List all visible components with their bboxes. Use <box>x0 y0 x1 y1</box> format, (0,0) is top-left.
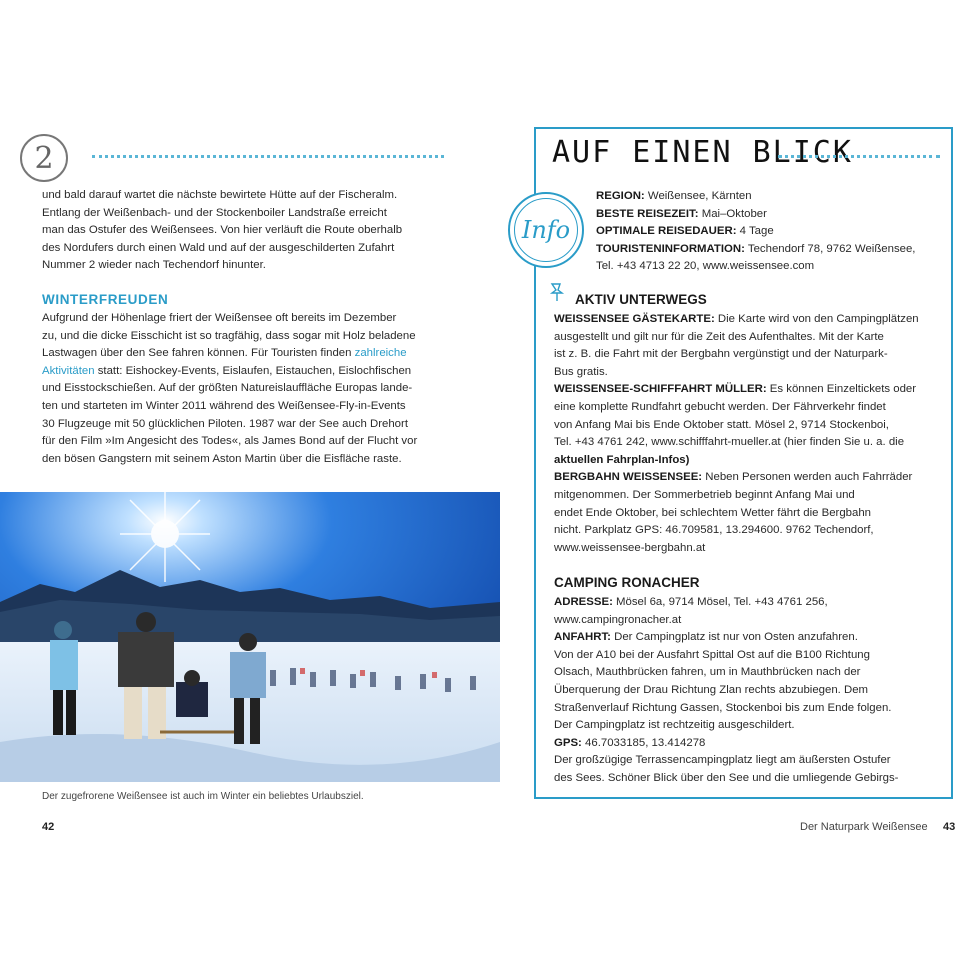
heading-camping-ronacher: CAMPING RONACHER <box>554 575 700 590</box>
text-line: zu, und die dicke Eisschicht ist so tragfähig, dass sogar mit Holz beladene <box>42 329 416 342</box>
text-line: Bus gratis. <box>554 365 608 378</box>
text-line: Olsach, Mauthbrücken fahren, um in Mauthbrücken nach der <box>554 666 861 679</box>
text-line: Der großzügige Terrassencampingplatz liegt am äußersten Ostufer <box>554 754 891 767</box>
text-line: Entlang der Weißenbach- und der Stockenboiler Landstraße erreicht <box>42 206 387 219</box>
text-line: den bösen Gangstern mit seinem Aston Martin über die Eisfläche raste. <box>42 452 402 465</box>
fact-best-time: BESTE REISEZEIT: Mai–Oktober <box>596 207 767 220</box>
text-line: BERGBAHN WEISSENSEE: Neben Personen werden auch Fahrräder <box>554 471 913 484</box>
text-line: ten und starteten im Winter 2011 während des Weißensee-Fly-in-Events <box>42 399 406 412</box>
text-line: des Nordufers durch einen Wald und auf der ausgeschilderten Zufahrt <box>42 241 395 254</box>
fact-tourist-info: TOURISTENINFORMATION: Techendorf 78, 9762 Weißensee, <box>596 242 916 255</box>
text-line: für den Film »Im Angesicht des Todes«, als James Bond auf der Flucht vor <box>42 435 418 448</box>
text-line: endet Ende Oktober, bei schlechtem Wetter fährt die Bergbahn <box>554 506 872 519</box>
photo-caption: Der zugefrorene Weißensee ist auch im Winter ein beliebtes Urlaubsziel. <box>42 791 364 802</box>
fact-region: REGION: Weißensee, Kärnten <box>596 190 752 202</box>
text-fragment: statt: Eishockey-Events, Eislaufen, Eistauchen, Eislochfischen <box>94 364 412 377</box>
chapter-number: 2 <box>20 134 68 182</box>
text-line: Straßenverlauf Richtung Gassen, Stockenboi bis zum Ende folgen. <box>554 701 892 714</box>
winter-paragraph <box>42 310 448 468</box>
text-line <box>42 363 448 381</box>
info-badge: Info <box>508 192 584 268</box>
text-line: Der Campingplatz ist rechtzeitig ausgeschildert. <box>554 719 795 732</box>
text-line: nicht. Parkplatz GPS: 46.709581, 13.294600. 9762 Techendorf, <box>554 524 874 537</box>
text-line: eine komplette Rundfahrt gebucht werden. Der Fährverkehr findet <box>554 400 886 413</box>
text-line: www.campingronacher.at <box>554 613 682 626</box>
text-line: GPS: 46.7033185, 13.414278 <box>554 736 706 749</box>
aktiv-section <box>554 311 938 557</box>
camping-section <box>554 594 938 788</box>
dotted-divider-right <box>778 155 940 158</box>
text-line: WEISSENSEE GÄSTEKARTE: Die Karte wird von den Campingplätzen <box>554 313 919 325</box>
box-title: AUF EINEN BLICK <box>552 135 853 170</box>
text-line: mitgenommen. Der Sommerbetrieb beginnt Anfang Mai und <box>554 488 855 501</box>
text-line: von Anfang Mai bis Ende Oktober statt. Mösel 2, 9714 Stockenboi, <box>554 418 889 431</box>
section-heading-winterfreuden: WINTERFREUDEN <box>42 292 169 307</box>
text-line: www.weissensee-bergbahn.at <box>554 541 706 554</box>
key-facts <box>596 188 941 276</box>
text-fragment: Lastwagen über den See fahren können. Für Touristen finden <box>42 347 355 360</box>
text-line: und Eisstockschießen. Auf der größten Natureislauffläche Europas lande- <box>42 382 413 395</box>
text-line: Von der A10 bei der Ausfahrt Spittal Ost auf die B100 Richtung <box>554 648 870 661</box>
text-line: ADRESSE: Mösel 6a, 9714 Mösel, Tel. +43 4761 256, <box>554 596 828 608</box>
text-line: WEISSENSEE-SCHIFFFAHRT MÜLLER: Es können Einzeltickets oder <box>554 383 917 396</box>
text-line: des Sees. Schöner Blick über den See und die umliegende Gebirgs- <box>554 771 899 784</box>
footer-title: Der Naturpark Weißensee <box>800 821 928 833</box>
text-line: aktuellen Fahrplan-Infos) <box>554 453 690 466</box>
text-line: Überquerung der Drau Richtung Zlan rechts abzubiegen. Dem <box>554 683 869 696</box>
winter-photo <box>0 492 500 782</box>
activities-link-cont[interactable]: Aktivitäten <box>42 364 95 377</box>
text-line: und bald darauf wartet die nächste bewirtete Hütte auf der Fischeralm. <box>42 189 398 201</box>
intro-paragraph <box>42 187 448 275</box>
text-line: ist z. B. die Fahrt mit der Bergbahn vergünstigt und der Naturpark- <box>554 348 888 361</box>
fact-tourist-info-cont: Tel. +43 4713 22 20, www.weissensee.com <box>596 260 815 273</box>
page-number-right: 43 <box>943 821 956 833</box>
text-line: Aufgrund der Höhenlage friert der Weißensee oft bereits im Dezember <box>42 312 397 324</box>
text-line: Nummer 2 wieder nach Techendorf hinunter. <box>42 259 266 272</box>
text-line: 30 Flugzeuge mit 50 glücklichen Piloten. 1987 war der See auch Drehort <box>42 417 408 430</box>
dotted-divider-left <box>92 155 444 158</box>
activities-link[interactable]: zahlreiche <box>354 347 407 360</box>
heading-aktiv-unterwegs: AKTIV UNTERWEGS <box>575 292 707 307</box>
page-number-left: 42 <box>42 821 55 833</box>
text-line: ausgestellt und gilt nur für die Zeit des Aufenthaltes. Mit der Karte <box>554 330 884 343</box>
text-line: man das Ostufer des Weißensees. Von hier verläuft die Route oberhalb <box>42 224 403 237</box>
fact-duration: OPTIMALE REISEDAUER: 4 Tage <box>596 225 774 238</box>
text-line: Tel. +43 4761 242, www.schifffahrt-mueller.at (hier finden Sie u. a. die <box>554 436 905 449</box>
text-line: ANFAHRT: Der Campingplatz ist nur von Osten anzufahren. <box>554 631 858 644</box>
pushpin-icon <box>548 282 566 302</box>
text-line <box>42 345 448 363</box>
